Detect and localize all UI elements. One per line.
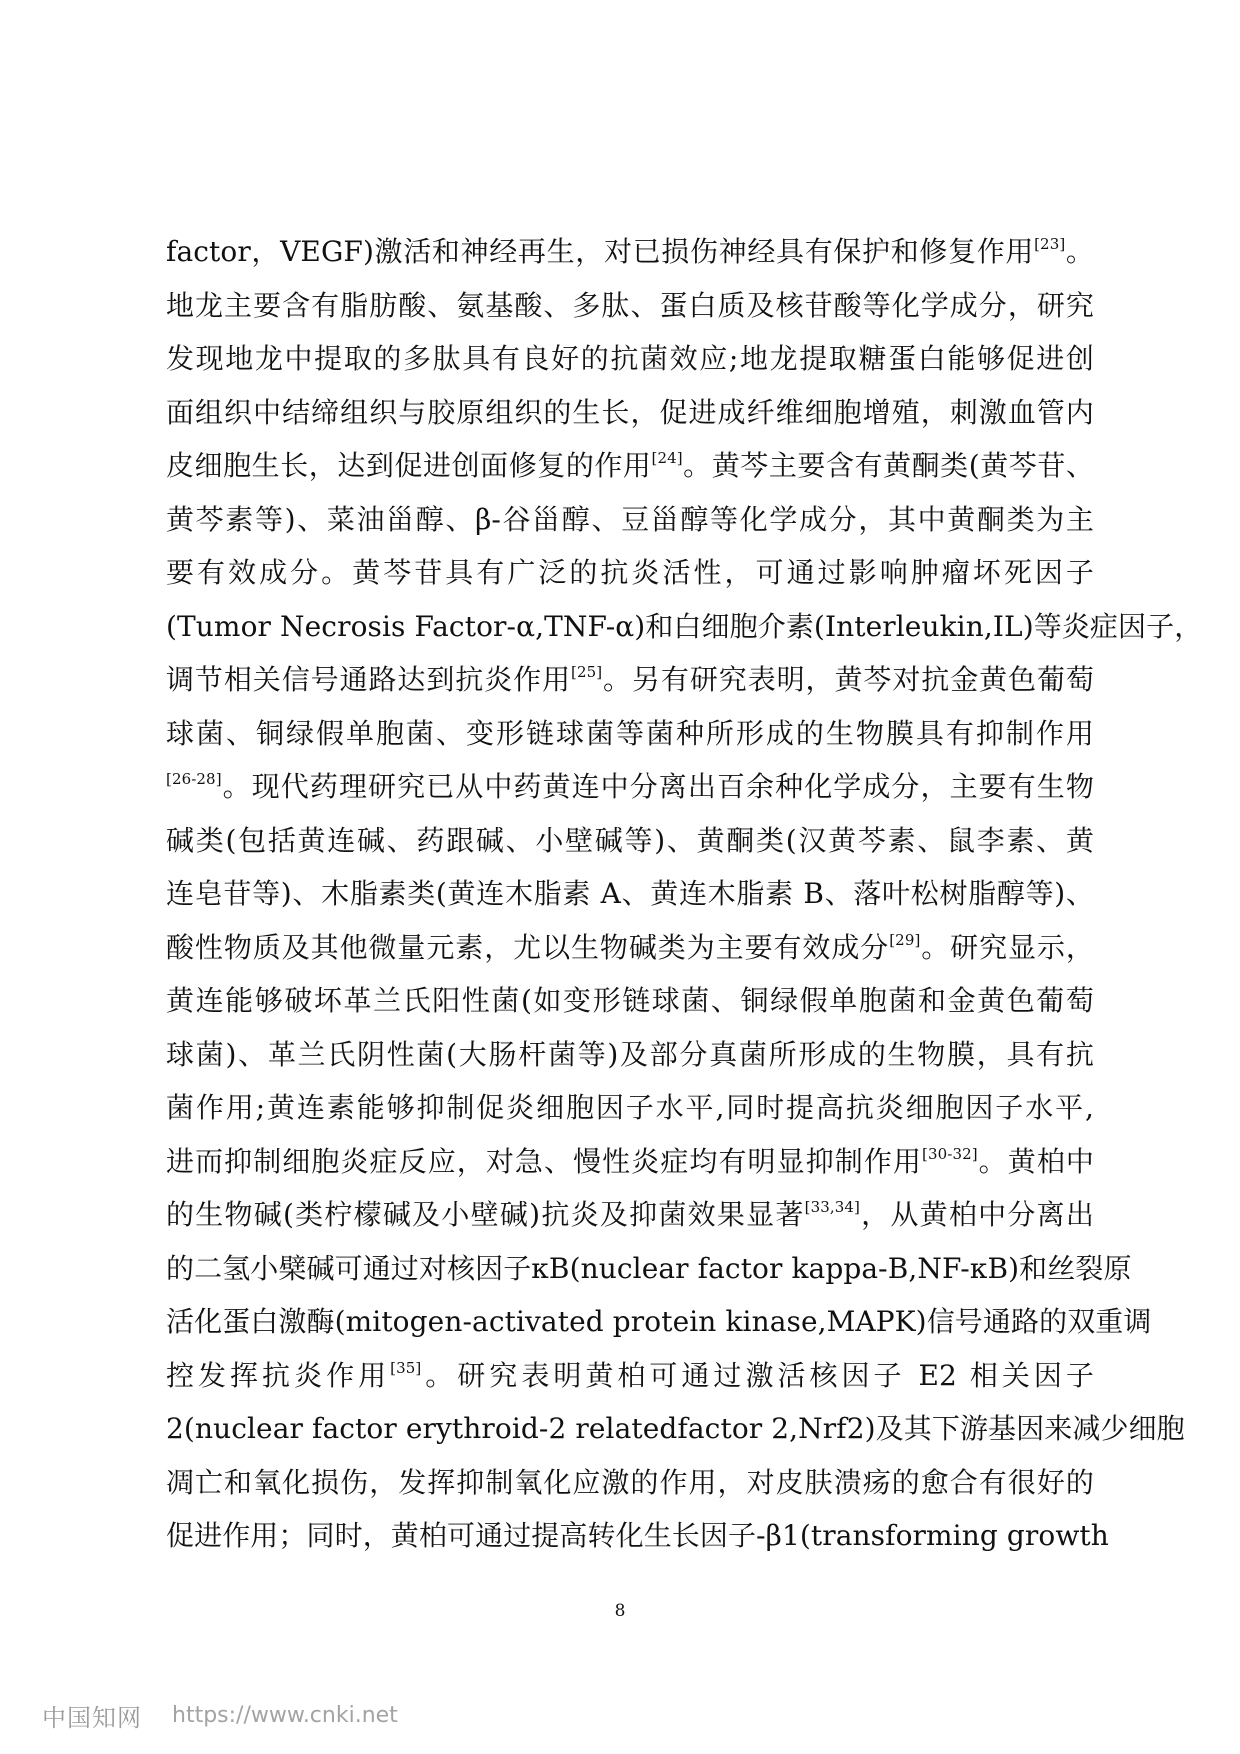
text-segment: 。研究表明黄柏可通过激活核因子 E2 相关因子	[421, 1358, 1095, 1392]
text-segment: 控发挥抗炎作用	[166, 1358, 391, 1392]
text-segment: 地龙主要含有脂肪酸、氨基酸、多肽、蛋白质及核苷酸等化学成分，研究	[166, 288, 1094, 322]
text-segment: 球菌、铜绿假单胞菌、变形链球菌等菌种所形成的生物膜具有抑制作用	[166, 716, 1094, 750]
text-segment: 。另有研究表明，黄芩对抗金黄色葡萄	[602, 663, 1095, 696]
text-line	[166, 653, 1094, 707]
text-segment: 的生物碱(类柠檬碱及小壁碱)抗炎及抑菌效果显著	[166, 1198, 805, 1231]
body-text	[166, 225, 1203, 1563]
text-line	[166, 921, 1094, 975]
citation-ref: [29]	[889, 930, 921, 949]
footer-watermark	[42, 1700, 398, 1730]
text-line	[166, 1349, 1094, 1403]
text-segment: 2(nuclear factor erythroid-2 relatedfactor 2,Nrf2)及其下游基因来减少细胞	[166, 1412, 1185, 1445]
page-number: 8	[614, 1601, 626, 1621]
text-line	[166, 1188, 1094, 1242]
text-segment: 。现代药理研究已从中药黄连中分离出百余种化学成分，主要有生物	[221, 770, 1094, 803]
text-segment: (Tumor Necrosis Factor-α,TNF-α)和白细胞介素(Interleukin,IL)等炎症因子，	[166, 609, 1203, 643]
text-segment: 球菌)、革兰氏阴性菌(大肠杆菌等)及部分真菌所形成的生物膜，具有抗	[166, 1037, 1094, 1071]
text-line	[166, 493, 1094, 547]
text-segment: 黄连能够破坏革兰氏阳性菌(如变形链球菌、铜绿假单胞菌和金黄色葡萄	[166, 984, 1094, 1017]
text-line	[166, 439, 1094, 493]
cnki-url[interactable]: https://www.cnki.net	[172, 1702, 398, 1728]
citation-ref: [26-28]	[166, 770, 222, 788]
citation-ref: [33,34]	[804, 1198, 860, 1216]
text-segment: 的二氢小檗碱可通过对核因子κB(nuclear factor kappa-B,NF-κB)和丝裂原	[166, 1251, 1132, 1285]
text-line	[166, 225, 1094, 279]
text-segment: 凋亡和氧化损伤，发挥抑制氧化应激的作用，对皮肤溃疡的愈合有很好的	[166, 1465, 1094, 1499]
citation-ref: [25]	[571, 663, 603, 681]
text-line	[166, 386, 1094, 440]
text-segment: 酸性物质及其他微量元素，尤以生物碱类为主要有效成分	[166, 930, 890, 964]
text-segment: 促进作用；同时，黄柏可通过提高转化生长因子-β1(transforming growth	[166, 1519, 1109, 1552]
text-segment: 。黄柏中	[977, 1144, 1094, 1178]
text-line	[166, 1509, 1109, 1563]
text-line	[166, 707, 1094, 761]
text-line	[166, 1242, 1132, 1296]
text-line	[166, 546, 1094, 600]
text-line	[166, 1402, 1185, 1456]
text-line	[166, 600, 1203, 654]
text-segment: 。	[1065, 235, 1094, 268]
text-line	[166, 1295, 1152, 1349]
text-segment: 活化蛋白激酶(mitogen-activated protein kinase,MAPK)信号通路的双重调	[166, 1305, 1152, 1338]
text-segment: 面组织中结缔组织与胶原组织的生长，促进成纤维细胞增殖，刺激血管内	[166, 395, 1094, 429]
text-line	[166, 1081, 1094, 1135]
text-line	[166, 279, 1094, 333]
text-line	[166, 1456, 1094, 1510]
text-segment: 皮细胞生长，达到促进创面修复的作用	[166, 449, 652, 482]
text-segment: 菌作用;黄连素能够抑制促炎细胞因子水平,同时提高抗炎细胞因子水平,	[166, 1091, 1094, 1124]
text-line	[166, 974, 1094, 1028]
text-segment: 连皂苷等)、木脂素类(黄连木脂素 A、黄连木脂素 B、落叶松树脂醇等)、	[166, 877, 1094, 910]
citation-ref: [35]	[390, 1358, 422, 1377]
citation-ref: [23]	[1034, 235, 1066, 253]
text-line	[166, 1028, 1094, 1082]
text-segment: 调节相关信号通路达到抗炎作用	[166, 663, 572, 696]
cnki-logo: 中国知网	[42, 1703, 142, 1732]
text-segment: 。黄芩主要含有黄酮类(黄芩苷、	[682, 449, 1094, 482]
text-segment: ，从黄柏中分离出	[859, 1198, 1094, 1231]
text-segment: 要有效成分。黄芩苷具有广泛的抗炎活性，可通过影响肿瘤坏死因子	[166, 556, 1094, 589]
citation-ref: [30-32]	[922, 1144, 978, 1163]
text-segment: 进而抑制细胞炎症反应，对急、慢性炎症均有明显抑制作用	[166, 1144, 923, 1178]
text-line	[166, 760, 1094, 814]
text-segment: 发现地龙中提取的多肽具有良好的抗菌效应;地龙提取糖蛋白能够促进创	[166, 342, 1094, 375]
text-line	[166, 332, 1094, 386]
text-segment: 碱类(包括黄连碱、药跟碱、小壁碱等)、黄酮类(汉黄芩素、鼠李素、黄	[166, 823, 1094, 857]
citation-ref: [24]	[651, 449, 683, 467]
text-segment: 黄芩素等)、菜油甾醇、β-谷甾醇、豆甾醇等化学成分，其中黄酮类为主	[166, 502, 1094, 536]
text-segment: 。研究显示，	[920, 930, 1094, 964]
text-line	[166, 867, 1094, 921]
text-line	[166, 1135, 1094, 1189]
text-line	[166, 814, 1094, 868]
text-segment: factor，VEGF)激活和神经再生，对已损伤神经具有保护和修复作用	[166, 235, 1035, 268]
